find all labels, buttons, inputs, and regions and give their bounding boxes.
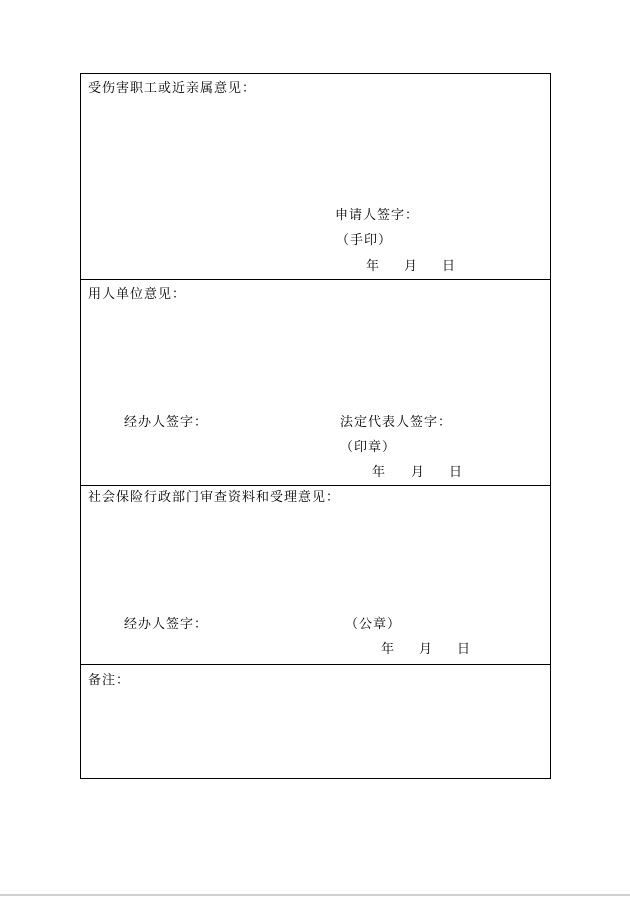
date-day-label: 日 bbox=[457, 642, 472, 657]
page-bottom-edge bbox=[0, 894, 630, 896]
official-seal-label: （公章） bbox=[345, 617, 402, 632]
date-month-label: 月 bbox=[411, 465, 426, 480]
remarks-box bbox=[80, 664, 551, 779]
employer-opinion-heading: 用人单位意见： bbox=[88, 287, 187, 302]
date-year-label: 年 bbox=[372, 465, 387, 480]
date-day-label: 日 bbox=[442, 259, 457, 274]
fingerprint-label: （手印） bbox=[336, 233, 393, 248]
applicant-signature-label: 申请人签字： bbox=[335, 208, 420, 223]
date-month-label: 月 bbox=[419, 642, 434, 657]
seal-label: （印章） bbox=[340, 440, 397, 455]
injured-worker-opinion-box bbox=[80, 73, 551, 279]
date-month-label: 月 bbox=[404, 259, 419, 274]
social-insurance-review-box bbox=[80, 485, 551, 664]
injured-worker-opinion-heading: 受伤害职工或近亲属意见： bbox=[88, 81, 257, 96]
handler-signature-label: 经办人签字： bbox=[124, 415, 209, 430]
date-day-label: 日 bbox=[449, 465, 464, 480]
legal-representative-signature-label: 法定代表人签字： bbox=[340, 415, 453, 430]
handler-signature-label: 经办人签字： bbox=[124, 617, 209, 632]
remarks-heading: 备注： bbox=[88, 673, 131, 688]
date-year-label: 年 bbox=[381, 642, 396, 657]
date-year-label: 年 bbox=[366, 259, 381, 274]
employer-opinion-box bbox=[80, 279, 551, 485]
social-insurance-review-heading: 社会保险行政部门审查资料和受理意见： bbox=[88, 490, 341, 505]
